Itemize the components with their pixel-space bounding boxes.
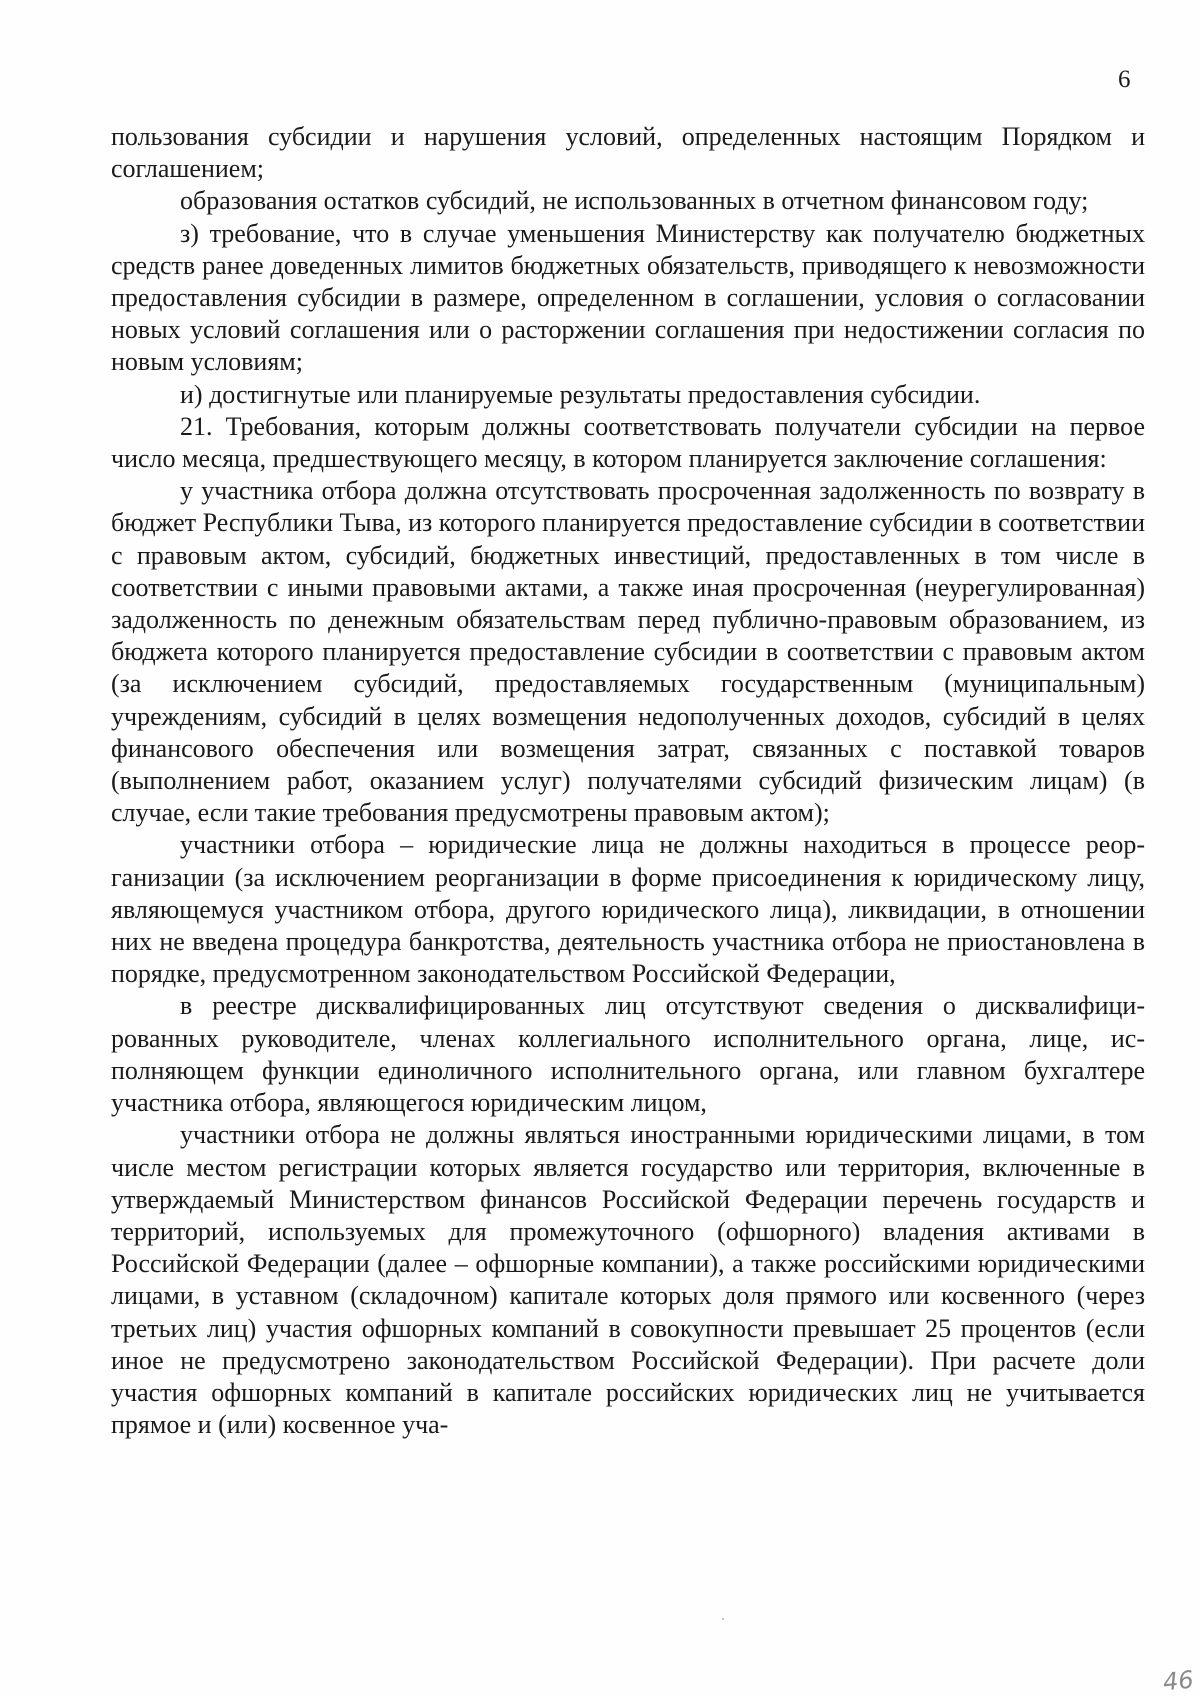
scan-speck: [722, 1618, 724, 1620]
paragraph: образования остатков субсидий, не использованных в отчетном финансовом году;: [180, 186, 1089, 216]
paragraph: пользования субсидии и нарушения условий, определенных настоящим Порядком и соглашением;: [111, 122, 1145, 184]
page-number: 6: [1118, 66, 1131, 93]
document-body: [111, 121, 1145, 1441]
paragraph: в реестре дисквалифицированных лиц отсутствуют сведения о дисквалифицированных руководителе, членах коллегиального исполнительного органа, лице, исполняющем функции единоличного исполнительного органа, или главном бухгалтере участника отбора, являющегося юридическим лицом,: [111, 991, 1145, 1118]
paragraph: у участника отбора должна отсутствовать просроченная задолженность по возврату в бюджет Республики Тыва, из которого планируется предоставление субсидии в соответствии с правовым актом, субсидий, бюджетных инвестиций, предоставленных в том числе в соответствии с иными правовыми актами, а также иная просроченная (неурегулированная) задолженность по денежным обязательствам перед публично-правовым образованием, из бюджета которого планируется предоставление субсидии в соответствии с правовым актом (за исключением субсидий, предоставляемых государственным (муниципальным) учреждениям, субсидий в целях возмещения недополученных доходов, субсидий в целях финансового обеспечения или возмещения затрат, связанных с поставкой товаров (выполнением работ, оказанием услуг) получателями субсидий физическим лицам) (в случае, если такие требования предусмотрены правовым актом);: [111, 476, 1145, 828]
paragraph: 21. Требования, которым должны соответствовать получатели субсидии на первое число месяца, предшествующего месяцу, в котором планируется заключение соглашения:: [111, 411, 1145, 474]
paragraph: участники отбора – юридические лица не должны находиться в процессе реорганизации (за исключением реорганизации в форме присоединения к юридическому лицу, являющемуся участником отбора, другого юридического лица), ликвидации, в отношении них не введена процедура банкротства, деятельность участника отбора не приостановлена в порядке, предусмотренном законодательством Российской Федерации,: [111, 830, 1145, 989]
handwritten-archive-number: 46: [1161, 1665, 1195, 1697]
paragraph: з) требование, что в случае уменьшения Министерству как получателю бюджетных средств ранее доведенных лимитов бюджетных обязательств, приводящего к невозможности предоставления субсидии в размере, определенном в соглашении, условия о согласовании новых условий соглашения или о расторжении соглашения при недостижении согласия по новым условиям;: [111, 218, 1145, 377]
paragraph: и) достигнутые или планируемые результаты предоставления субсидии.: [180, 379, 981, 409]
paragraph: участники отбора не должны являться иностранными юридическими лицами, в том числе местом регистрации которых является государство или территория, включенные в утверждаемый Министерством финансов Российской Федерации перечень государств и территорий, используемых для промежуточного (офшорного) владения активами в Российской Федерации (далее – офшорные компании), а также российскими юридическими лицами, в уставном (складочном) капитале которых доля прямого или косвенного (через третьих лиц) участия офшорных компаний в совокупности превышает 25 процентов (если иное не предусмотрено законодательством Российской Федерации). При расчете доли участия офшорных компаний в капитале российских юридических лиц не учитывается прямое и (или) косвенное уча-: [111, 1120, 1145, 1440]
